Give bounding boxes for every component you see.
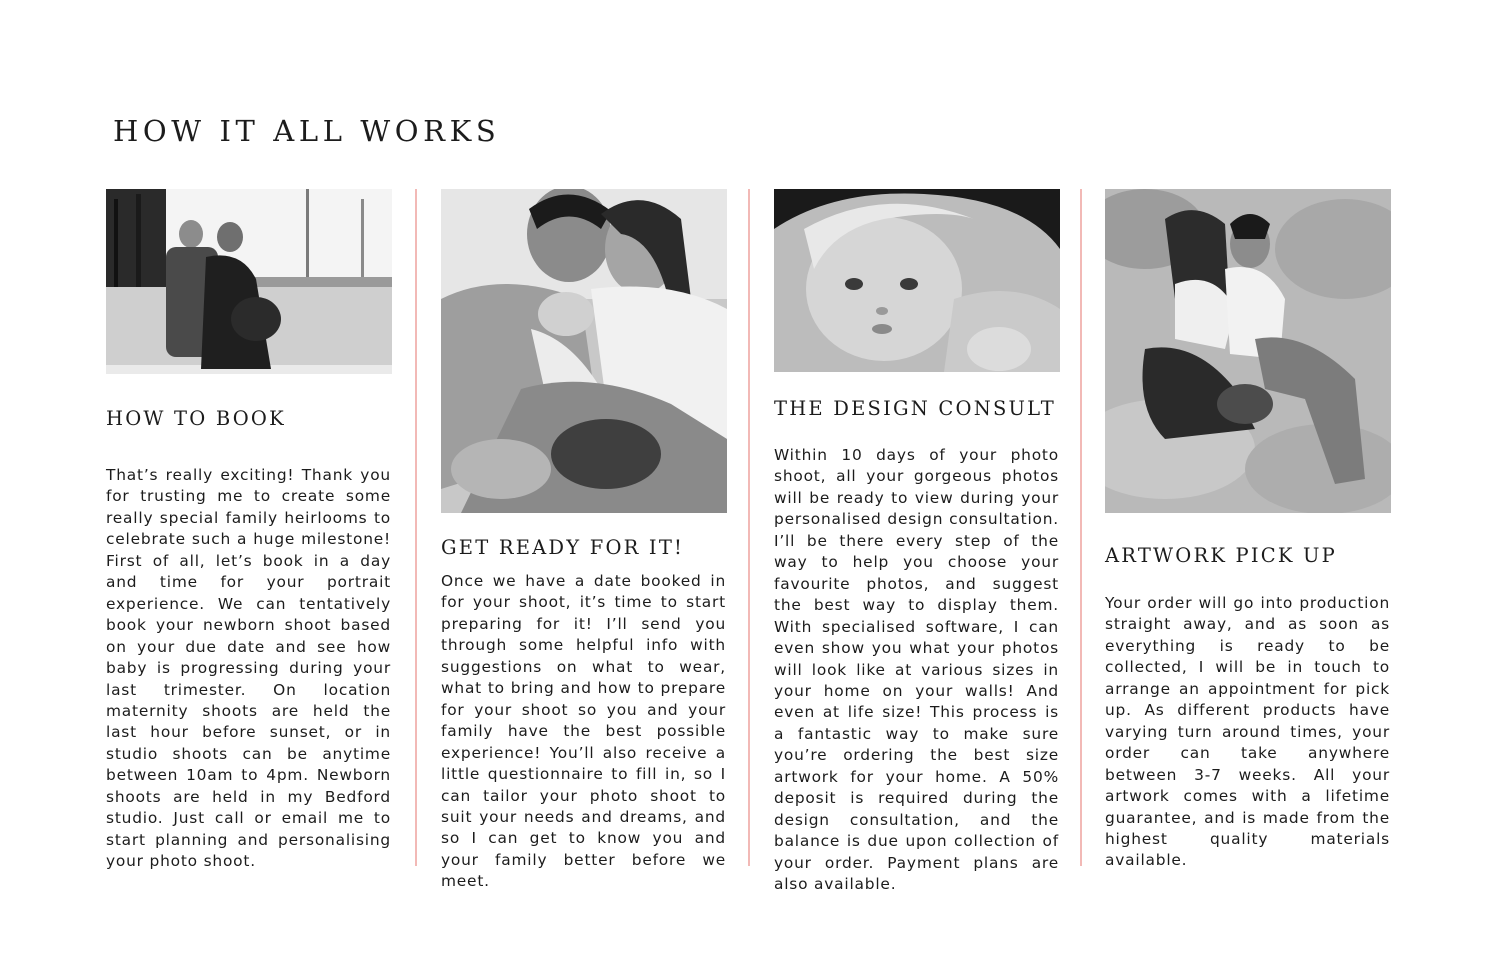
step-heading: GET READY FOR IT!	[441, 536, 685, 559]
column-divider	[415, 189, 417, 866]
step-body: Your order will go into production straight away, and as soon as everything is ready to be collected, I will be in touch to arrange an appointment for pick up. As different products have varying turn around times, your order can take anywhere between 3-7 weeks. All your artwork comes with a lifetime guarantee, and is made from the highest quality materials available.	[1105, 594, 1390, 870]
newborn-baby-photo	[774, 189, 1060, 372]
step-heading: HOW TO BOOK	[106, 407, 286, 430]
step-heading: ARTWORK PICK UP	[1105, 544, 1337, 567]
column-divider	[1080, 189, 1082, 866]
couple-maternity-photo	[106, 189, 392, 374]
column-divider	[748, 189, 750, 866]
step-body: Within 10 days of your photo shoot, all your gorgeous photos will be ready to view during your personalised design consultation. I’ll be there every step of the way to help you choose your favourite photos, and suggest the best way to display them. With specialised software, I can even show you what your photos will look like at various sizes in your home on your walls! And even at life size! This process is a fantastic way to make sure you’re ordering the best size artwork for your home. A 50% deposit is required during the design consultation, and the balance is due upon collection of your order. Payment plans are also available.	[774, 446, 1059, 894]
family-newborn-photo	[441, 189, 727, 513]
couple-beach-photo	[1105, 189, 1391, 513]
step-body: Once we have a date booked in for your shoot, it’s time to start preparing for it! I’ll send you through some helpful info with suggestions on what to wear, what to bring and how to prepare for your shoot so you and your family have the best possible experience! You’ll also receive a little questionnaire to fill in, so I can tailor your photo shoot to suit your needs and dreams, and so I can get to know you and your family better before we meet.	[441, 572, 726, 891]
page-title: HOW IT ALL WORKS	[113, 114, 501, 148]
step-heading: THE DESIGN CONSULT	[774, 397, 1056, 420]
step-body: That’s really exciting! Thank you for trusting me to create some really special family heirlooms to celebrate such a huge milestone! First of all, let’s book in a day and time for your portrait experience. We can tentatively book your newborn shoot based on your due date and see how baby is progressing during your last trimester. On location maternity shoots are held the last hour before sunset, or in studio shoots can be anytime between 10am to 4pm. Newborn shoots are held in my Bedford studio. Just call or email me to start planning and personalising your photo shoot.	[106, 466, 391, 871]
